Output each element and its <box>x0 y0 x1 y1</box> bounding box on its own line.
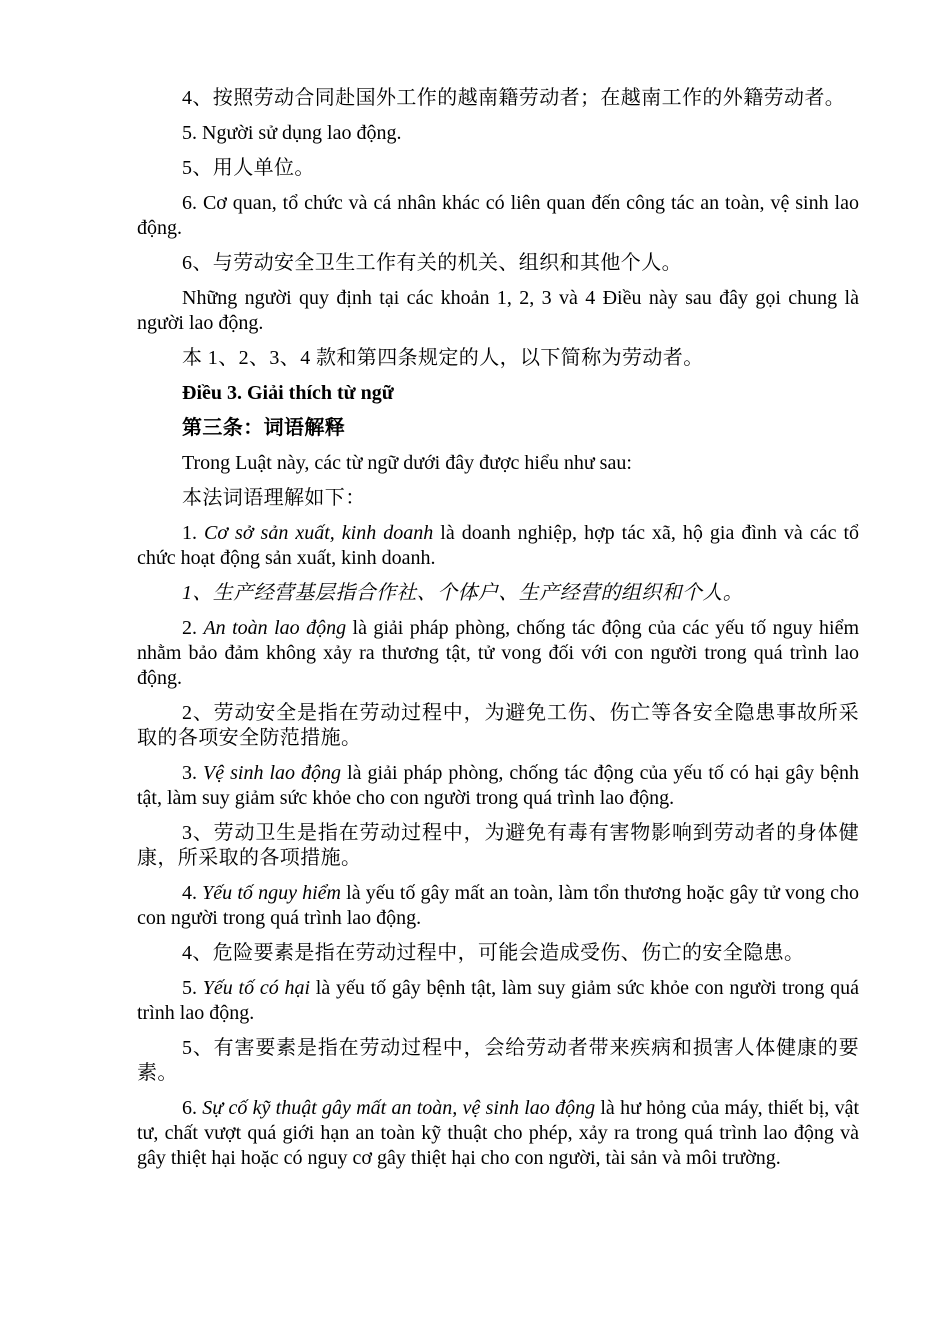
document-paragraph <box>137 486 859 511</box>
paragraph-text: là hư hỏng của máy, thiết bị, vật tư, chất vượt quá giới hạn an toàn kỹ thuật cho phép, xảy ra trong quá trình lao động và gây thiệt hại hoặc có nguy cơ gây thiệt hại cho con người, tài sản và môi trường. <box>137 1097 859 1169</box>
document-paragraph <box>137 821 859 871</box>
document-paragraph <box>137 581 859 606</box>
document-paragraph <box>137 761 859 811</box>
paragraph-text: 3. <box>182 762 204 784</box>
paragraph-text: là yếu tố gây mất an toàn, làm tổn thương hoặc gây tử vong cho con người trong quá trình lao động. <box>137 882 860 929</box>
paragraph-text: 本 1、2、3、4 款和第四条规定的人，以下简称为劳动者。 <box>182 347 704 369</box>
paragraph-text: Những người quy định tại các khoản 1, 2, 3 và 4 Điều này sau đây gọi chung là người lao động. <box>137 287 859 334</box>
paragraph-text: Điều 3. Giải thích từ ngữ <box>182 382 394 404</box>
document-paragraph <box>137 1036 859 1086</box>
paragraph-text: 5、有害要素是指在劳动过程中，会给劳动者带来疾病和损害人体健康的要素。 <box>137 1037 859 1084</box>
section-heading <box>137 416 859 441</box>
document-paragraph <box>137 346 859 371</box>
document-paragraph <box>137 881 859 931</box>
document-paragraph <box>137 701 859 751</box>
defined-term: Cơ sở sản xuất, kinh doanh <box>204 522 434 544</box>
paragraph-text: 6. Cơ quan, tổ chức và cá nhân khác có liên quan đến công tác an toàn, vệ sinh lao động. <box>137 192 859 239</box>
defined-term: Yếu tố có hại <box>202 977 311 999</box>
paragraph-text: 5. <box>182 977 203 999</box>
paragraph-text: 3、劳动卫生是指在劳动过程中，为避免有毒有害物影响到劳动者的身体健康，所采取的各项措施。 <box>137 822 859 869</box>
document-paragraph <box>137 976 859 1026</box>
paragraph-text: 1. <box>182 522 205 544</box>
defined-term: Sự cố kỹ thuật gây mất an toàn, vệ sinh lao động <box>202 1097 596 1119</box>
document-paragraph <box>137 156 859 181</box>
document-paragraph <box>137 121 859 146</box>
document-paragraph <box>137 451 859 476</box>
paragraph-text: là doanh nghiệp, hợp tác xã, hộ gia đình và các tổ chức hoạt động sản xuất, kinh doanh. <box>137 522 860 569</box>
paragraph-text: 4、危险要素是指在劳动过程中，可能会造成受伤、伤亡的安全隐患。 <box>182 942 805 964</box>
defined-term: Yếu tố nguy hiểm <box>202 882 341 904</box>
paragraph-text: là yếu tố gây bệnh tật, làm suy giảm sức khỏe con người trong quá trình lao động. <box>137 977 859 1024</box>
document-paragraph <box>137 521 859 571</box>
paragraph-text: 2、劳动安全是指在劳动过程中，为避免工伤、伤亡等各安全隐患事故所采取的各项安全防范措施。 <box>137 702 859 749</box>
paragraph-text: 6、与劳动安全卫生工作有关的机关、组织和其他个人。 <box>182 252 682 274</box>
document-page <box>137 86 859 1181</box>
paragraph-text: 本法词语理解如下： <box>182 487 366 509</box>
paragraph-text: 5、用人单位。 <box>182 157 315 179</box>
document-paragraph <box>137 286 859 336</box>
paragraph-text: 4. <box>182 882 203 904</box>
document-paragraph <box>137 616 859 691</box>
paragraph-text: 2. <box>182 617 204 639</box>
paragraph-text: 5. Người sử dụng lao động. <box>182 122 402 144</box>
document-paragraph <box>137 251 859 276</box>
document-paragraph <box>137 1096 859 1171</box>
document-paragraph <box>137 86 859 111</box>
document-paragraph <box>137 191 859 241</box>
defined-term: Vệ sinh lao động <box>203 762 342 784</box>
paragraph-text: là giải pháp phòng, chống tác động của các yếu tố nguy hiểm nhằm bảo đảm không xảy ra thương tật, tử vong đối với con người trong quá trình lao động. <box>137 617 860 689</box>
paragraph-text: Trong Luật này, các từ ngữ dưới đây được hiểu như sau: <box>182 452 632 474</box>
document-paragraph <box>137 941 859 966</box>
paragraph-text: 6. <box>182 1097 203 1119</box>
defined-term: An toàn lao động <box>203 617 347 639</box>
section-heading <box>137 381 859 406</box>
defined-term: 1、生产经营基层指合作社、个体户、生产经营的组织和个人。 <box>182 582 744 604</box>
paragraph-text: là giải pháp phòng, chống tác động của yếu tố có hại gây bệnh tật, làm suy giảm sức khỏe cho con người trong quá trình lao động. <box>137 762 859 809</box>
paragraph-text: 第三条：词语解释 <box>182 417 346 439</box>
paragraph-text: 4、按照劳动合同赴国外工作的越南籍劳动者；在越南工作的外籍劳动者。 <box>182 87 846 109</box>
